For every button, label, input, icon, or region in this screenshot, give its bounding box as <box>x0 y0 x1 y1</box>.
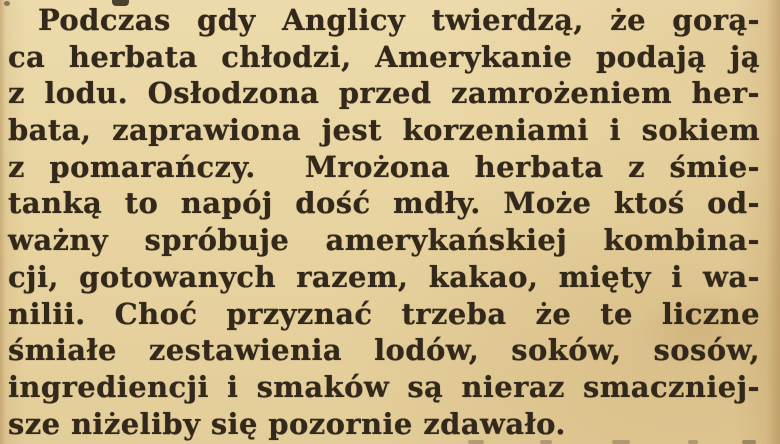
cropped-glyph-bottom <box>688 440 698 444</box>
cropped-glyph-bottom <box>468 440 484 444</box>
cropped-glyph-bottom <box>742 440 756 444</box>
text-line: Podczas gdy Anglicy twierdzą, że gorą- <box>38 3 760 37</box>
text-line: nilii. Choć przyznać trzeba że te liczne <box>8 296 760 331</box>
text-line: z pomarańczy. Mrożona herbata z śmie- <box>8 149 760 184</box>
article-paragraph <box>8 2 760 442</box>
text-line: śmiałe zestawienia lodów, soków, sosów, <box>8 333 760 368</box>
text-line: bata, zaprawiona jest korzeniami i sokiem <box>8 113 760 148</box>
cropped-glyph-bottom <box>540 440 552 444</box>
text-line: cji, gotowanych razem, kakao, mięty i wa- <box>8 259 760 294</box>
text-line: sze niżeliby się pozornie zdawało. <box>8 406 566 441</box>
text-line: ważny spróbuje amerykańskiej kombina- <box>8 223 760 258</box>
text-line: ca herbata chłodzi, Amerykanie podają ją <box>8 39 760 74</box>
text-line: z lodu. Osłodzona przed zamrożeniem her- <box>8 76 760 111</box>
text-line: ingrediencji i smaków są nieraz smaczniej- <box>8 369 760 404</box>
text-line: tanką to napój dość mdły. Może ktoś od- <box>8 186 760 221</box>
cropped-glyph-bottom <box>612 440 630 444</box>
